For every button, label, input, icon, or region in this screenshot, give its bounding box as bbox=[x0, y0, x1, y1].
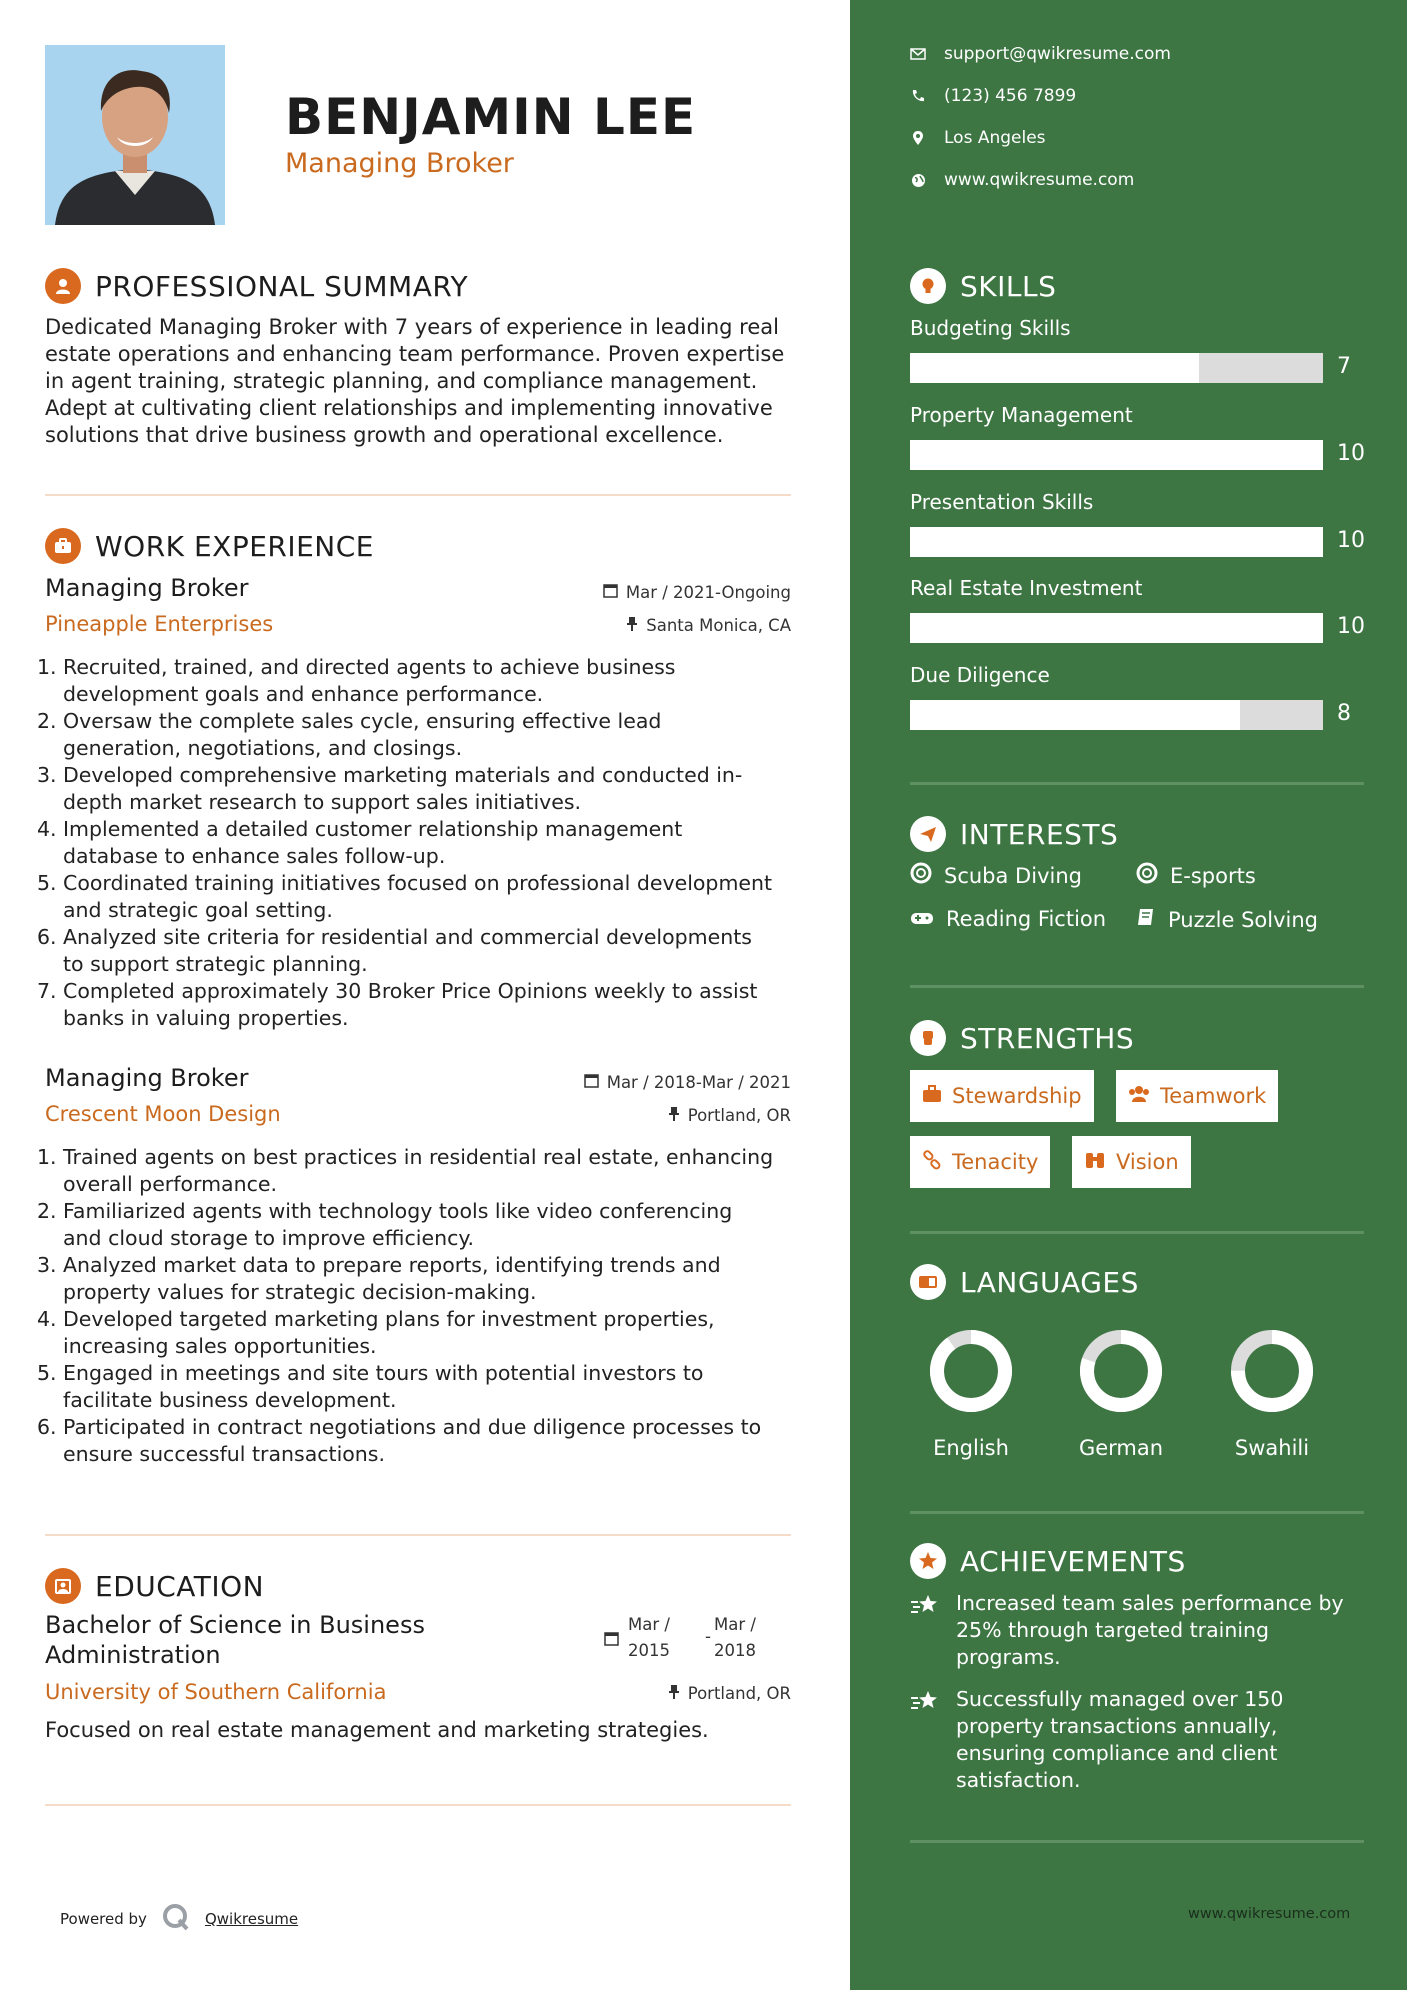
job-title: Managing Broker bbox=[45, 574, 249, 602]
languages-heading bbox=[910, 1264, 1139, 1300]
item-line: Recruited, trained, and directed agents to achieve business bbox=[63, 655, 676, 679]
edu-description: Focused on real estate management and marketing strategies. bbox=[45, 1718, 709, 1742]
achievement-line: Successfully managed over 150 bbox=[956, 1687, 1284, 1711]
section-divider bbox=[910, 985, 1364, 988]
interest-label: Puzzle Solving bbox=[1168, 907, 1318, 932]
envelope-icon bbox=[910, 48, 926, 60]
language-item bbox=[1217, 1326, 1327, 1460]
edu-location-text: Portland, OR bbox=[687, 1684, 791, 1703]
pin-icon bbox=[668, 1684, 680, 1703]
interest-item bbox=[1136, 862, 1256, 889]
section-divider bbox=[45, 1534, 791, 1536]
skill-bar bbox=[910, 700, 1323, 730]
item-number: 1. bbox=[37, 655, 57, 679]
graduation-icon bbox=[45, 1568, 81, 1604]
section-divider bbox=[910, 1231, 1364, 1234]
item-number: 4. bbox=[37, 817, 57, 841]
strength-badge bbox=[910, 1136, 1050, 1188]
interest-item bbox=[1136, 907, 1318, 932]
language-item bbox=[1066, 1326, 1176, 1460]
section-divider bbox=[45, 1804, 791, 1806]
item-line: development goals and enhance performance. bbox=[63, 682, 544, 706]
item-line: Developed targeted marketing plans for investment properties, bbox=[63, 1307, 715, 1331]
location-text: Los Angeles bbox=[944, 128, 1046, 148]
job-date-text: Mar / 2018-Mar / 2021 bbox=[606, 1073, 791, 1092]
item-line: facilitate business development. bbox=[63, 1388, 397, 1412]
skill-bar-fill bbox=[910, 613, 1323, 643]
skill-value: 10 bbox=[1337, 614, 1365, 639]
date-part: 2015 bbox=[628, 1641, 670, 1660]
achievement-item bbox=[910, 1686, 1370, 1794]
list-item bbox=[37, 1144, 797, 1198]
candidate-name: BENJAMIN LEE bbox=[285, 88, 697, 146]
brand-link[interactable]: Qwikresume bbox=[204, 1910, 299, 1928]
degree-title bbox=[45, 1610, 465, 1670]
job-responsibilities bbox=[37, 654, 797, 1032]
pin-icon bbox=[626, 616, 638, 635]
date-separator: - bbox=[705, 1627, 711, 1646]
interest-item bbox=[910, 862, 1082, 889]
powered-by bbox=[60, 1902, 298, 1936]
job-date-text: Mar / 2021-Ongoing bbox=[625, 583, 791, 602]
section-divider bbox=[910, 1511, 1364, 1514]
pin-icon bbox=[668, 1106, 680, 1125]
map-marker-icon bbox=[910, 130, 926, 146]
item-number: 5. bbox=[37, 871, 57, 895]
item-line: Trained agents on best practices in residential real estate, enhancing bbox=[63, 1145, 774, 1169]
calendar-icon bbox=[604, 1631, 619, 1650]
phone-text: (123) 456 7899 bbox=[944, 86, 1077, 106]
strength-label: Stewardship bbox=[952, 1084, 1082, 1108]
item-number: 4. bbox=[37, 1307, 57, 1331]
shooting-star-icon bbox=[910, 1590, 944, 1671]
item-number: 5. bbox=[37, 1361, 57, 1385]
summary-line: estate operations and enhancing team performance. Proven expertise bbox=[45, 342, 785, 366]
email-text: support@qwikresume.com bbox=[944, 44, 1171, 64]
item-line: overall performance. bbox=[63, 1172, 277, 1196]
strength-badge bbox=[1116, 1070, 1278, 1122]
section-title: LANGUAGES bbox=[960, 1265, 1139, 1299]
users-icon bbox=[1128, 1084, 1150, 1108]
interest-item bbox=[910, 907, 1106, 931]
achievement-item bbox=[910, 1590, 1370, 1671]
list-item bbox=[37, 1252, 797, 1306]
achievement-line: property transactions annually, bbox=[956, 1714, 1278, 1738]
item-line: property values for strategic decision-making. bbox=[63, 1280, 537, 1304]
item-number: 3. bbox=[37, 763, 57, 787]
footer-website-link[interactable]: www.qwikresume.com bbox=[1188, 1906, 1351, 1922]
item-line: to support strategic planning. bbox=[63, 952, 368, 976]
language-donut bbox=[1076, 1326, 1166, 1416]
book-icon bbox=[1136, 907, 1156, 932]
list-item bbox=[37, 816, 797, 870]
strengths-heading bbox=[910, 1020, 1134, 1056]
skill-name: Property Management bbox=[910, 403, 1133, 427]
list-item bbox=[37, 654, 797, 708]
life-ring-icon bbox=[1136, 862, 1158, 889]
strength-badge bbox=[1072, 1136, 1191, 1188]
edu-start-date bbox=[628, 1612, 670, 1664]
skill-name: Real Estate Investment bbox=[910, 576, 1143, 600]
globe-icon bbox=[910, 173, 926, 188]
contact-email[interactable] bbox=[910, 44, 1171, 64]
phone-icon bbox=[910, 89, 926, 103]
candidate-role: Managing Broker bbox=[285, 148, 514, 179]
language-name: Swahili bbox=[1234, 1436, 1310, 1460]
item-line: Implemented a detailed customer relationship management bbox=[63, 817, 683, 841]
website-text: www.qwikresume.com bbox=[944, 170, 1135, 190]
item-line: Engaged in meetings and site tours with potential investors to bbox=[63, 1361, 704, 1385]
item-line: Completed approximately 30 Broker Price Opinions weekly to assist bbox=[63, 979, 758, 1003]
skill-value: 7 bbox=[1337, 354, 1351, 379]
shooting-star-icon bbox=[910, 1686, 944, 1794]
skill-bar bbox=[910, 527, 1323, 557]
job-date bbox=[584, 1073, 791, 1092]
item-line: Developed comprehensive marketing materials and conducted in- bbox=[63, 763, 743, 787]
item-line: increasing sales opportunities. bbox=[63, 1334, 377, 1358]
date-part: Mar / bbox=[714, 1615, 756, 1634]
item-number: 2. bbox=[37, 709, 57, 733]
list-item bbox=[37, 1198, 797, 1252]
edu-location bbox=[668, 1684, 791, 1703]
language-icon bbox=[910, 1264, 946, 1300]
gamepad-icon bbox=[910, 907, 934, 931]
degree-line: Bachelor of Science in Business bbox=[45, 1611, 425, 1639]
language-item bbox=[916, 1326, 1026, 1460]
item-line: and strategic goal setting. bbox=[63, 898, 333, 922]
strength-label: Teamwork bbox=[1160, 1084, 1267, 1108]
item-line: and cloud storage to improve efficiency. bbox=[63, 1226, 475, 1250]
fist-icon bbox=[910, 1020, 946, 1056]
item-line: database to enhance sales follow-up. bbox=[63, 844, 446, 868]
achievements-heading bbox=[910, 1543, 1186, 1579]
language-name: German bbox=[1078, 1436, 1164, 1460]
list-item bbox=[37, 1306, 797, 1360]
section-divider bbox=[910, 782, 1364, 785]
company-name: Crescent Moon Design bbox=[45, 1102, 281, 1126]
item-line: Analyzed market data to prepare reports, identifying trends and bbox=[63, 1253, 721, 1277]
section-title: PROFESSIONAL SUMMARY bbox=[95, 269, 469, 303]
item-line: Participated in contract negotiations and due diligence processes to bbox=[63, 1415, 762, 1439]
list-item bbox=[37, 1414, 797, 1468]
list-item bbox=[37, 978, 797, 1032]
binoculars-icon bbox=[1084, 1150, 1106, 1174]
list-item bbox=[37, 708, 797, 762]
language-level-arc bbox=[937, 1337, 1005, 1405]
list-item bbox=[37, 870, 797, 924]
skill-value: 10 bbox=[1337, 528, 1365, 553]
calendar-icon bbox=[584, 1073, 599, 1092]
list-item bbox=[37, 1360, 797, 1414]
briefcase-icon bbox=[922, 1084, 942, 1108]
item-line: Coordinated training initiatives focused on professional development bbox=[63, 871, 773, 895]
item-line: Familiarized agents with technology tools like video conferencing bbox=[63, 1199, 733, 1223]
job-title: Managing Broker bbox=[45, 1064, 249, 1092]
skill-name: Due Diligence bbox=[910, 663, 1050, 687]
skill-bar-fill bbox=[910, 440, 1323, 470]
skill-bar bbox=[910, 440, 1323, 470]
section-title: EDUCATION bbox=[95, 1569, 265, 1603]
list-item bbox=[37, 762, 797, 816]
item-line: banks in valuing properties. bbox=[63, 1006, 349, 1030]
interest-label: Reading Fiction bbox=[946, 907, 1107, 931]
school-name: University of Southern California bbox=[45, 1680, 387, 1704]
degree-line: Administration bbox=[45, 1641, 221, 1669]
briefcase-icon bbox=[45, 528, 81, 564]
item-number: 2. bbox=[37, 1199, 57, 1223]
lightbulb-icon bbox=[910, 268, 946, 304]
achievement-line: satisfaction. bbox=[956, 1768, 1081, 1792]
date-part: Mar / bbox=[628, 1615, 670, 1634]
section-divider bbox=[910, 1840, 1364, 1843]
interest-label: Scuba Diving bbox=[944, 863, 1082, 888]
strength-badge bbox=[910, 1070, 1094, 1122]
summary-line: in agent training, strategic planning, and compliance management. bbox=[45, 369, 758, 393]
item-number: 3. bbox=[37, 1253, 57, 1277]
strength-label: Tenacity bbox=[952, 1150, 1039, 1174]
interests-heading bbox=[910, 816, 1118, 852]
item-number: 7. bbox=[37, 979, 57, 1003]
section-title: ACHIEVEMENTS bbox=[960, 1544, 1186, 1578]
section-title: WORK EXPERIENCE bbox=[95, 529, 374, 563]
item-line: Analyzed site criteria for residential and commercial developments bbox=[63, 925, 752, 949]
achievement-line: 25% through targeted training bbox=[956, 1618, 1270, 1642]
language-donut bbox=[926, 1326, 1016, 1416]
contact-location bbox=[910, 128, 1046, 148]
summary-line: Dedicated Managing Broker with 7 years of experience in leading real bbox=[45, 315, 779, 339]
list-item bbox=[37, 924, 797, 978]
section-title: INTERESTS bbox=[960, 817, 1119, 851]
link-icon bbox=[922, 1150, 942, 1175]
job-location bbox=[668, 1106, 791, 1125]
education-heading bbox=[45, 1568, 264, 1604]
item-number: 6. bbox=[37, 925, 57, 949]
skill-bar-fill bbox=[910, 700, 1240, 730]
skills-heading bbox=[910, 268, 1056, 304]
interest-label: E-sports bbox=[1170, 863, 1256, 888]
section-divider bbox=[45, 494, 791, 496]
summary-text bbox=[45, 314, 795, 449]
date-part: 2018 bbox=[714, 1641, 756, 1660]
section-title: STRENGTHS bbox=[960, 1021, 1135, 1055]
item-line: ensure successful transactions. bbox=[63, 1442, 385, 1466]
strength-label: Vision bbox=[1116, 1150, 1179, 1174]
achievement-line: ensuring compliance and client bbox=[956, 1741, 1278, 1765]
profile-photo bbox=[45, 45, 225, 225]
user-icon bbox=[45, 268, 81, 304]
skill-name: Presentation Skills bbox=[910, 490, 1094, 514]
skill-bar bbox=[910, 353, 1323, 383]
skill-bar-fill bbox=[910, 527, 1323, 557]
item-number: 6. bbox=[37, 1415, 57, 1439]
edu-end-date bbox=[714, 1612, 756, 1664]
item-line: generation, negotiations, and closings. bbox=[63, 736, 463, 760]
item-number: 1. bbox=[37, 1145, 57, 1169]
skill-name: Budgeting Skills bbox=[910, 316, 1071, 340]
job-responsibilities bbox=[37, 1144, 797, 1468]
job-location bbox=[626, 616, 791, 635]
qwikresume-logo-icon bbox=[161, 1902, 191, 1936]
company-name: Pineapple Enterprises bbox=[45, 612, 274, 636]
life-ring-icon bbox=[910, 862, 932, 889]
summary-line: solutions that drive business growth and operational excellence. bbox=[45, 423, 724, 447]
language-name: English bbox=[933, 1436, 1009, 1460]
achievement-line: programs. bbox=[956, 1645, 1061, 1669]
skill-bar bbox=[910, 613, 1323, 643]
star-icon bbox=[910, 1543, 946, 1579]
summary-line: Adept at cultivating client relationships and implementing innovative bbox=[45, 396, 773, 420]
sidebar bbox=[850, 0, 1407, 1990]
paper-plane-icon bbox=[910, 816, 946, 852]
item-line: Oversaw the complete sales cycle, ensuring effective lead bbox=[63, 709, 662, 733]
job-date bbox=[603, 583, 791, 602]
skill-value: 10 bbox=[1337, 441, 1365, 466]
achievement-line: Increased team sales performance by bbox=[956, 1591, 1344, 1615]
calendar-icon bbox=[603, 583, 618, 602]
experience-heading bbox=[45, 528, 374, 564]
contact-website[interactable] bbox=[910, 170, 1134, 190]
skill-bar-fill bbox=[910, 353, 1199, 383]
job-location-text: Portland, OR bbox=[687, 1106, 791, 1125]
job-location-text: Santa Monica, CA bbox=[646, 616, 791, 635]
language-donut bbox=[1227, 1326, 1317, 1416]
summary-heading bbox=[45, 268, 468, 304]
powered-by-label: Powered by bbox=[60, 1910, 147, 1928]
skill-value: 8 bbox=[1337, 701, 1351, 726]
contact-phone[interactable] bbox=[910, 86, 1076, 106]
section-title: SKILLS bbox=[960, 269, 1057, 303]
item-line: depth market research to support sales initiatives. bbox=[63, 790, 582, 814]
